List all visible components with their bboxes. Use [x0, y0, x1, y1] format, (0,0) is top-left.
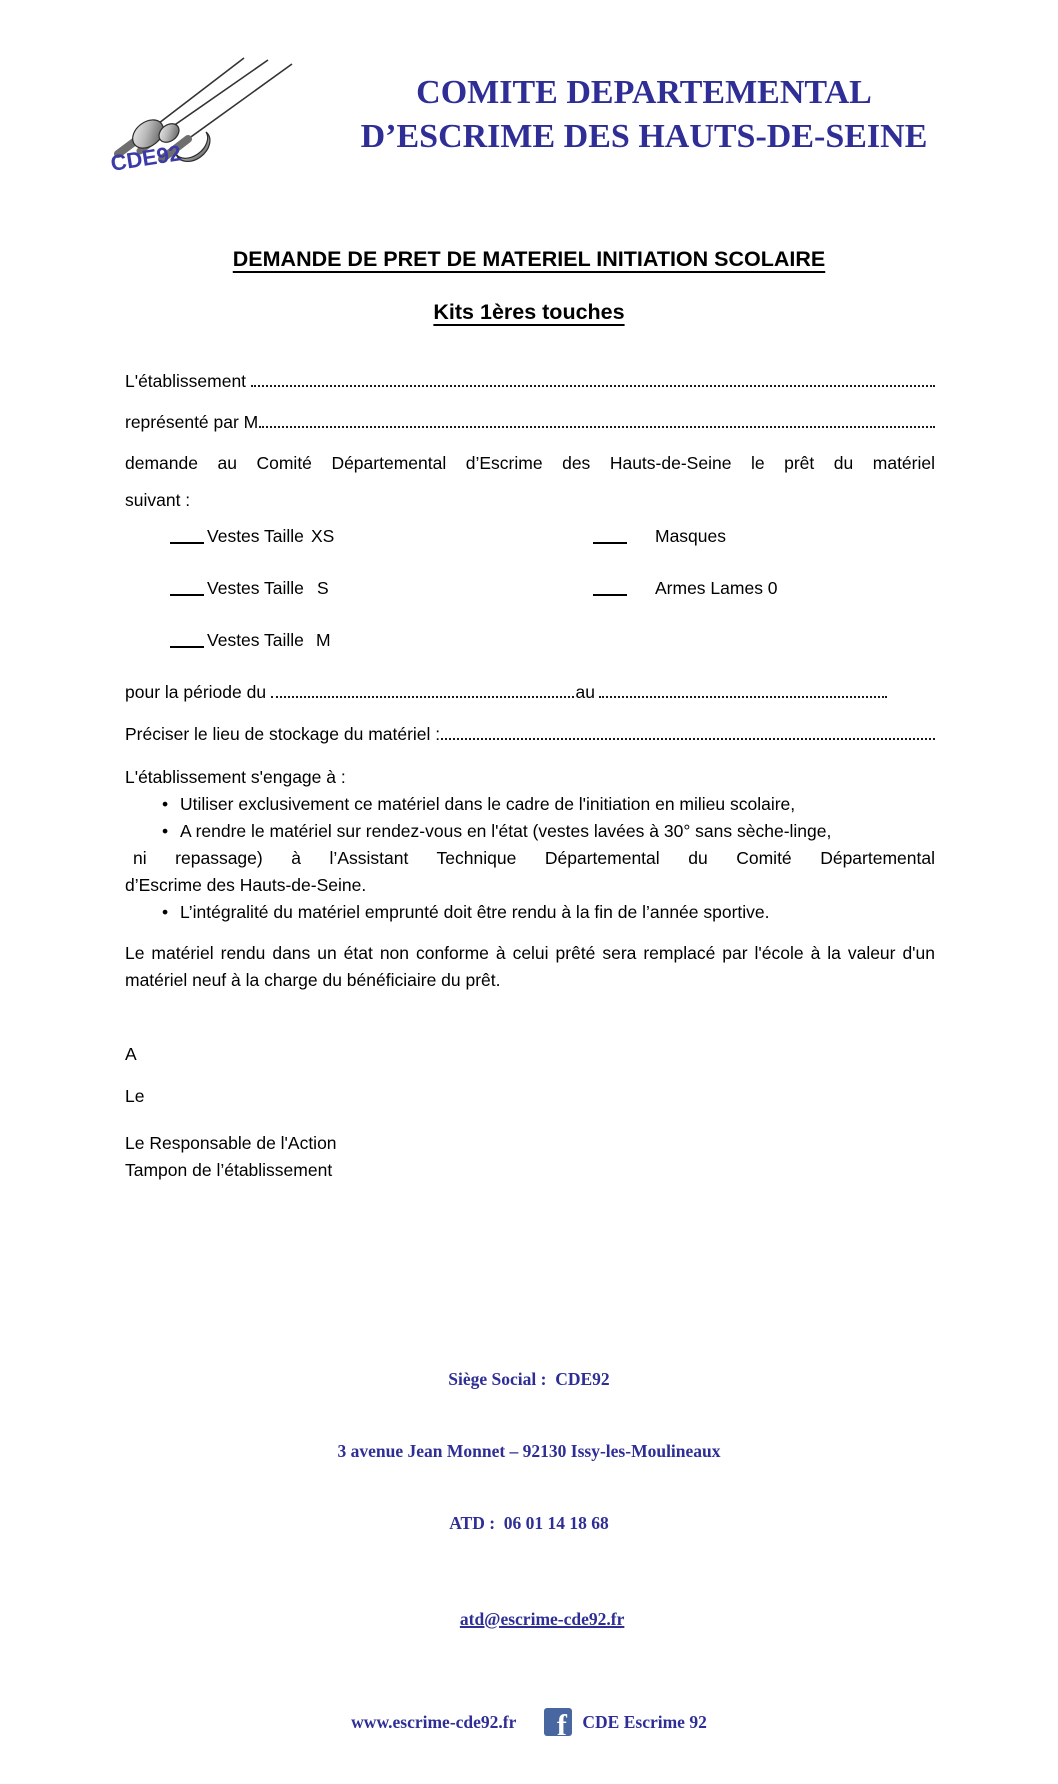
bullet-icon: • — [162, 821, 169, 841]
footer-social-row — [0, 1708, 1058, 1742]
engagement-bullet-2-continuation: ni repassage) à l’Assistant Technique Départemental du Comité Départemental — [133, 848, 935, 868]
signature-city-label: A — [125, 1044, 137, 1064]
organization-name-line1: COMITE DEPARTEMENTAL — [416, 74, 872, 111]
periode-label: pour la période du — [125, 682, 267, 702]
bullet-icon: • — [162, 902, 169, 922]
equipment-name: Vestes — [207, 578, 260, 598]
equipment-name: Vestes — [207, 630, 260, 650]
represente-line — [125, 410, 935, 434]
equipment-name: Masques — [655, 526, 727, 546]
engagement-bullet-1 — [125, 791, 935, 818]
quantity-blank — [593, 576, 627, 596]
fencing-epees-icon — [96, 55, 326, 205]
form-body — [125, 369, 935, 1184]
document-subtitle-text: Kits 1ères touches — [433, 300, 625, 324]
signature-stamp-label: Tampon de l’établissement — [125, 1160, 333, 1180]
stockage-label: Préciser le lieu de stockage du matériel : — [125, 724, 441, 744]
footer-siege-social: Siège Social : CDE92 — [448, 1369, 610, 1389]
equipment-row — [125, 628, 935, 652]
logo-text: CDE92 — [108, 140, 183, 176]
periode-line — [125, 680, 887, 704]
bullet-text: L’intégralité du matériel emprunté doit être rendu à la fin de l’année sportive. — [180, 902, 770, 922]
header — [0, 0, 1058, 205]
equipment-list — [125, 524, 935, 652]
footer-address: 3 avenue Jean Monnet – 92130 Issy-les-Moulineaux — [337, 1441, 721, 1461]
quantity-blank — [170, 576, 204, 596]
demande-paragraph: demande au Comité Départemental d’Escrime des Hauts-de-Seine le prêt du matériel — [125, 453, 935, 473]
periode-from-dotted-field — [271, 695, 573, 698]
signature-date-label: Le — [125, 1086, 145, 1106]
etablissement-label: L'établissement — [125, 371, 247, 391]
stockage-dotted-field — [441, 737, 935, 740]
equipment-size: S — [317, 578, 329, 598]
signature-responsible-label: Le Responsable de l'Action — [125, 1133, 337, 1153]
stockage-line — [125, 722, 935, 746]
engagement-bullet-2-continuation: d’Escrime des Hauts-de-Seine. — [125, 875, 367, 895]
equipment-size: M — [316, 630, 331, 650]
facebook-page-name: CDE Escrime 92 — [582, 1712, 707, 1732]
equipment-name: Armes Lames 0 — [655, 578, 778, 598]
suivant-line: suivant : — [125, 490, 191, 510]
replacement-paragraph: Le matériel rendu dans un état non conforme à celui prêté sera remplacé par l'école à la valeur d'un matériel neuf à la charge du bénéficiaire du prêt. — [125, 943, 935, 990]
periode-to-dotted-field — [599, 695, 887, 698]
equipment-attr: Taille — [264, 578, 304, 598]
footer — [0, 1319, 1058, 1784]
equipment-attr: Taille — [264, 526, 304, 546]
organization-name — [326, 55, 1058, 205]
document-title-text: DEMANDE DE PRET DE MATERIEL INITIATION SCOLAIRE — [232, 247, 826, 271]
periode-au-label: au — [575, 682, 595, 702]
footer-website-link[interactable]: www.escrime-cde92.fr — [351, 1712, 517, 1732]
bullet-text: Utiliser exclusivement ce matériel dans le cadre de l'initiation en milieu scolaire, — [180, 794, 796, 814]
represente-dotted-field — [259, 425, 935, 428]
quantity-blank — [170, 628, 204, 648]
bullet-text: A rendre le matériel sur rendez-vous en l'état (vestes lavées à 30° sans sèche-linge, — [180, 821, 832, 841]
bullet-icon: • — [162, 794, 169, 814]
etablissement-dotted-field — [251, 384, 935, 387]
equipment-name: Vestes — [207, 526, 260, 546]
organization-name-line2: D’ESCRIME DES HAUTS-DE-SEINE — [360, 118, 928, 155]
equipment-attr: Taille — [264, 630, 304, 650]
footer-atd-phone: ATD : 06 01 14 18 68 — [449, 1513, 609, 1533]
engagement-bullet-3 — [125, 899, 935, 926]
equipment-row — [125, 576, 935, 600]
represente-label: représenté par M — [125, 412, 259, 432]
etablissement-line — [125, 369, 935, 393]
engagement-bullet-2 — [125, 818, 935, 845]
document-title — [0, 247, 1058, 272]
quantity-blank — [593, 524, 627, 544]
equipment-size: XS — [311, 526, 335, 546]
quantity-blank — [170, 524, 204, 544]
footer-email-link[interactable]: atd@escrime-cde92.fr — [459, 1609, 625, 1629]
cde92-logo — [96, 55, 326, 205]
engagement-heading: L'établissement s'engage à : — [125, 767, 346, 787]
equipment-row — [125, 524, 935, 548]
document-subtitle — [0, 300, 1058, 325]
facebook-icon[interactable]: f — [544, 1708, 572, 1736]
